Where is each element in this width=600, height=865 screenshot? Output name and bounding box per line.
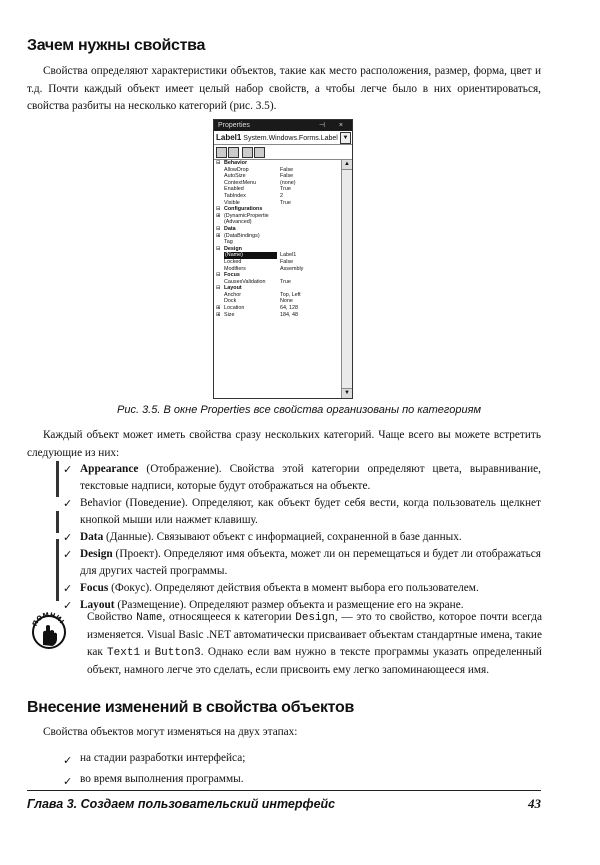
property-row [214,292,340,299]
figure-caption: Рис. 3.5. В окне Properties все свойства организованы по категориям [117,404,481,416]
stage-text: на стадии разработки интерфейса; [80,752,246,764]
category-description: (Поведение). Определяют, как объект будет себя вести, когда пользователь щелкнет кнопкой мыши или нажмет клавишу. [80,497,541,526]
category-title: Appearance [80,463,139,475]
property-row [214,200,340,207]
property-value: (none) [280,179,296,186]
category-item [63,495,541,529]
property-row [214,173,340,180]
expand-icon: ⊞ [216,232,221,239]
property-value: True [280,199,291,206]
check-icon: ✓ [63,582,73,595]
property-name: Tag [224,239,233,246]
property-name: (Advanced) [224,219,252,226]
property-value: 64, 128 [280,305,298,312]
object-type: System.Windows.Forms.Label [243,135,338,142]
property-category [214,246,340,253]
margin-marks [55,461,60,601]
note-text: Свойство [87,611,137,623]
property-name: TabIndex [224,192,246,199]
property-row [214,186,340,193]
category-name: Configurations [224,206,263,213]
property-row [214,193,340,200]
category-description: (Фокус). Определяют действия объекта в момент выбора его пользователем. [108,582,479,594]
properties-icon [242,147,253,158]
note-code-button3: Button3 [154,647,201,659]
check-icon: ✓ [63,497,73,510]
category-item [63,461,541,495]
categories-intro: Каждый объект может иметь свойства сразу нескольких категорий. Чаще всего вы можете встретить следующие из них: [27,429,541,459]
remember-note [87,609,542,679]
property-category [214,285,340,292]
category-item [63,529,541,546]
category-title: Data [80,531,104,543]
category-description: (Данные). Связывают объект с информацией, сохраненной в базе данных. [103,531,462,543]
category-description: (Размещение). Определяют размер объекта и размещение его на экране. [114,599,464,611]
property-category [214,226,340,233]
category-item [63,546,541,580]
category-description: (Отображение). Свойства этой категории определяют цвета, выравнивание, текстовые надписи, которые будут отображаться на объекте. [80,463,541,492]
property-row [214,219,340,226]
collapse-icon: ⊟ [216,285,221,292]
property-name: Locked [224,258,242,265]
property-value: Label1 [280,252,297,259]
chapter-title: Глава 3. Создаем пользовательский интерфейс [27,797,336,811]
scroll-up-icon: ▲ [342,160,352,170]
property-value: None [280,298,293,305]
property-value: False [280,166,294,173]
categorized-icon [216,147,227,158]
check-icon: ✓ [63,775,73,788]
collapse-icon: ⊟ [216,272,221,279]
property-row [214,312,340,319]
collapse-icon: ⊟ [216,206,221,213]
stage-list [63,748,541,790]
property-row [214,180,340,187]
check-icon: ✓ [63,531,73,544]
property-value: True [280,278,291,285]
object-name: Label1 [216,133,242,142]
category-name: Behavior [224,160,248,166]
chevron-down-icon: ▼ [340,132,351,144]
stage-text: во время выполнения программы. [80,773,244,785]
property-value: False [280,173,294,180]
property-value: 184, 48 [280,311,298,318]
category-description: (Проект). Определяют имя объекта, может ли он перемещаться и будет ли отображаться для других частей программы. [80,548,541,577]
note-code-design: Design [295,612,335,624]
property-name: (DataBindings) [224,232,260,239]
property-value: Top, Left [280,291,301,298]
property-name: CausesValidation [224,278,266,285]
collapse-icon: ⊟ [216,245,221,252]
property-name: AutoSize [224,173,246,180]
property-row [214,305,340,312]
property-row [214,239,340,246]
collapse-icon: ⊟ [216,225,221,232]
property-value: 2 [280,192,283,199]
category-name: Design [224,245,242,252]
footer-divider [27,790,541,791]
property-row [214,233,340,240]
property-row [214,213,340,220]
property-row [214,167,340,174]
category-item [63,580,541,597]
property-name: (DynamicPropertie [224,212,269,219]
property-name: (Name) [224,252,277,259]
note-text: , относящееся к категории [162,611,296,623]
expand-icon: ⊞ [216,305,221,312]
property-value: False [280,258,294,265]
property-row [214,266,340,273]
alphabetical-icon [228,147,239,158]
property-value: Assembly [280,265,304,272]
property-name: Enabled [224,186,244,193]
check-icon: ✓ [63,599,73,612]
scroll-down-icon: ▼ [342,388,352,398]
property-category [214,272,340,279]
remember-icon [30,612,68,650]
properties-title: Properties [218,122,250,129]
property-row [214,279,340,286]
stage-item [63,769,541,790]
property-name: Location [224,305,245,312]
object-selector [214,131,352,145]
check-icon: ✓ [63,463,73,476]
section-heading: Зачем нужны свойства [27,37,206,54]
window-controls: ⊣ × [318,122,349,129]
note-code-text1: Text1 [107,647,141,659]
property-name: Visible [224,199,240,206]
property-name: Size [224,311,235,318]
category-title: Layout [80,599,115,611]
expand-icon: ⊞ [216,212,221,219]
property-name: ContextMenu [224,179,257,186]
property-row [214,298,340,305]
page-number: 43 [528,796,541,811]
events-icon [254,147,265,158]
property-scrollbar [341,160,352,398]
note-text: и [140,646,155,658]
category-title: Design [80,548,113,560]
property-name: Anchor [224,291,242,298]
property-row [214,252,340,259]
property-name: Modifiers [224,265,246,272]
property-name: Dock [224,298,237,305]
property-row [214,259,340,266]
property-category [214,160,340,167]
property-grid [214,160,340,398]
category-title: Behavior [80,497,122,509]
property-category [214,206,340,213]
stage-item [63,748,541,769]
category-name: Focus [224,272,240,279]
note-text: . Однако если вам нужно в тексте программы указать определенный объект, намного легче это сделать, если присвоить ему легко запоминающееся имя. [87,646,542,676]
properties-toolbar [214,145,352,160]
category-title: Focus [80,582,109,594]
check-icon: ✓ [63,548,73,561]
section-heading-2: Внесение изменений в свойства объектов [27,699,354,716]
properties-titlebar [214,120,352,131]
property-value: True [280,186,291,193]
stages-intro: Свойства объектов могут изменяться на двух этапах: [43,726,298,738]
property-name: AllowDrop [224,166,249,173]
category-name: Data [224,225,236,232]
collapse-icon: ⊟ [216,160,221,166]
check-icon: ✓ [63,754,73,767]
category-list [63,461,541,614]
properties-window-figure [213,119,353,399]
expand-icon: ⊞ [216,311,221,318]
remember-icon-label: ПОМНИ! [30,612,66,628]
category-name: Layout [224,285,242,292]
note-code-name: Name [136,612,163,624]
note-text: , — это то свойство, которое почти всегда изменяется. Visual Basic .NET автоматически присваивает объектам стандартные имена, такие как [87,611,542,658]
intro-paragraph: Свойства определяют характеристики объектов, такие как место расположения, размер, форма, цвет и т.д. Почти каждый объект имеет целый набор свойств, а чтобы легче было в них ориентироваться, свойства разбиты на несколько категорий (рис. 3.5). [27,65,541,112]
